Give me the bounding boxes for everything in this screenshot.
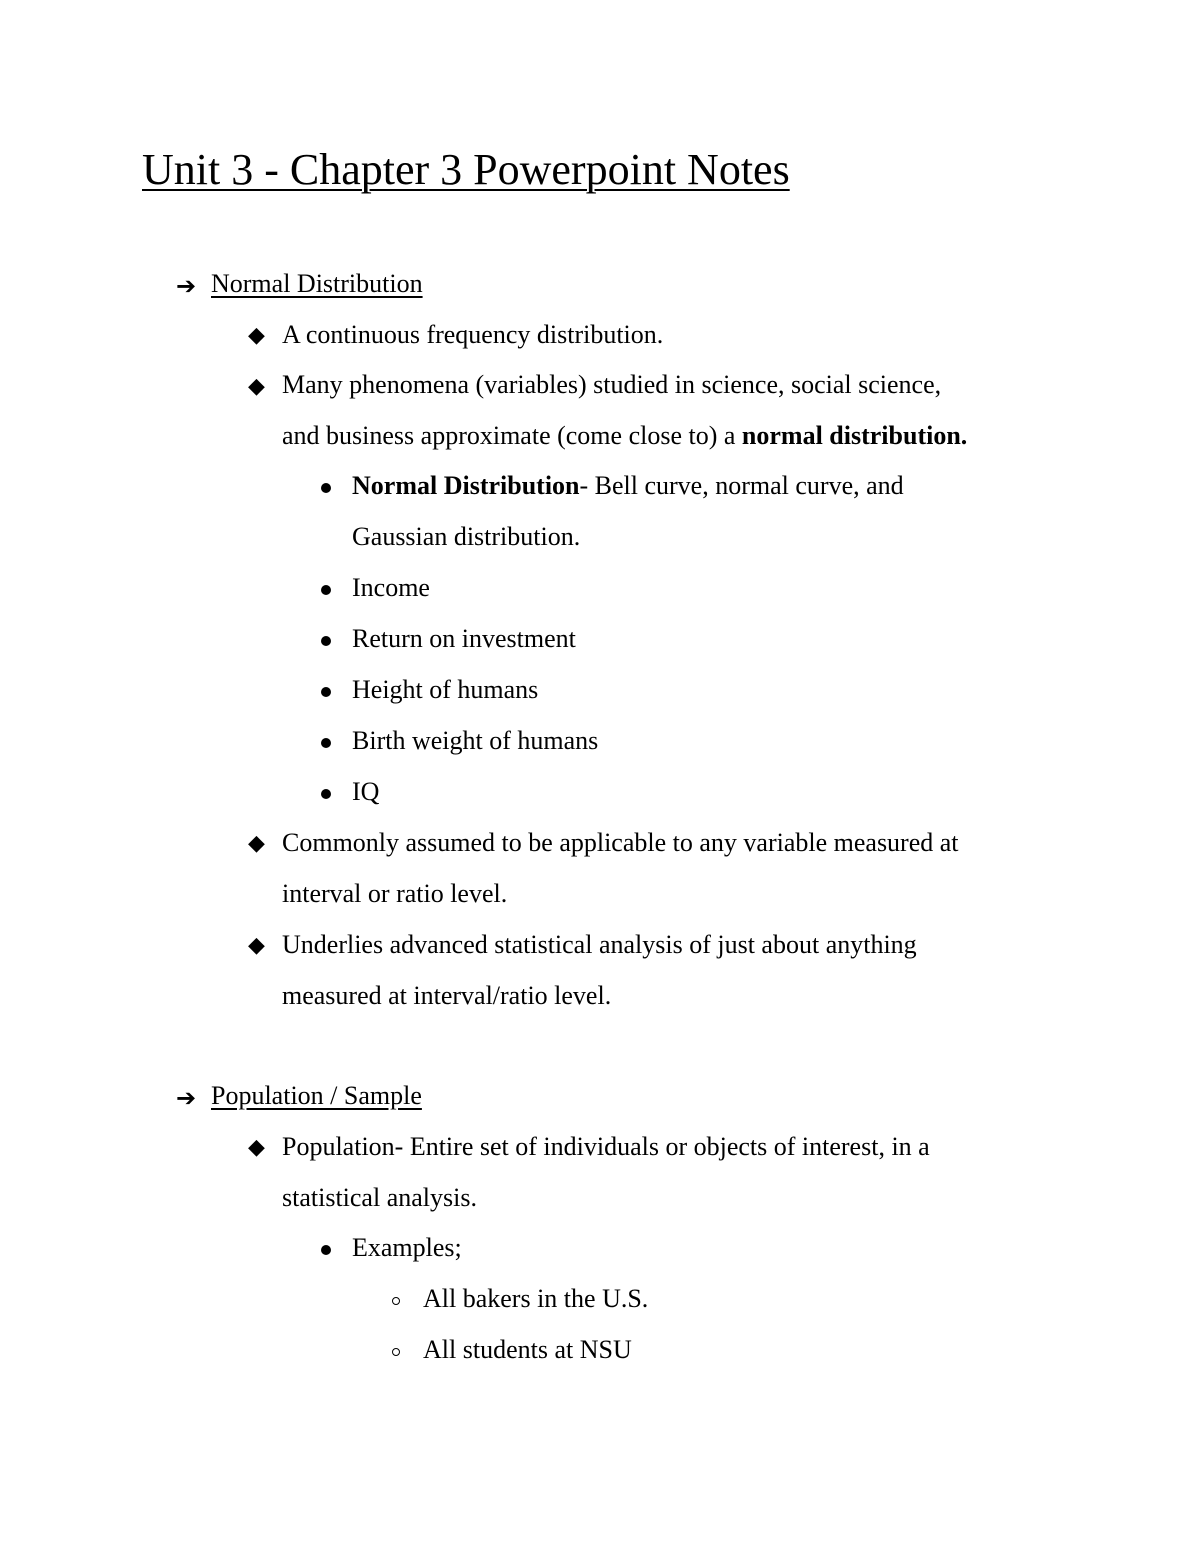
sub-sub-bullet-text: All bakers in the U.S.	[423, 1284, 649, 1313]
bullet-text-continuation	[282, 418, 967, 454]
sub-bullet-text	[352, 468, 904, 504]
sub-bullet-continuation: Gaussian distribution.	[352, 522, 581, 551]
arrow-icon: ➔	[176, 1084, 197, 1112]
bullet-text-continuation: statistical analysis.	[282, 1183, 477, 1212]
sub-bullet-text: Return on investment	[352, 624, 576, 653]
diamond-bullet-icon: ◆	[248, 374, 265, 399]
bold-term: Normal Distribution	[352, 471, 580, 500]
round-bullet-icon	[321, 738, 331, 748]
round-bullet-icon	[321, 1245, 331, 1255]
bullet-text: A continuous frequency distribution.	[282, 320, 664, 349]
round-bullet-icon	[321, 687, 331, 697]
arrow-icon: ➔	[176, 272, 197, 300]
bullet-text-prefix: and business approximate (come close to) a	[282, 421, 742, 450]
hollow-bullet-icon	[392, 1297, 400, 1305]
bold-term: normal distribution.	[741, 421, 968, 450]
page-title: Unit 3 - Chapter 3 Powerpoint Notes	[142, 145, 790, 194]
sub-bullet-text: Birth weight of humans	[352, 726, 599, 755]
bullet-text: Commonly assumed to be applicable to any variable measured at	[282, 828, 959, 857]
sub-bullet-text: Income	[352, 573, 430, 602]
diamond-bullet-icon: ◆	[248, 831, 265, 856]
diamond-bullet-icon: ◆	[248, 323, 265, 348]
round-bullet-icon	[321, 636, 331, 646]
round-bullet-icon	[321, 585, 331, 595]
bullet-text-continuation: measured at interval/ratio level.	[282, 981, 612, 1010]
diamond-bullet-icon: ◆	[248, 933, 265, 958]
sub-bullet-text: Examples;	[352, 1233, 462, 1262]
hollow-bullet-icon	[392, 1348, 400, 1356]
bullet-text-continuation: interval or ratio level.	[282, 879, 508, 908]
sub-bullet-text: Height of humans	[352, 675, 539, 704]
section-heading-population-sample: Population / Sample	[211, 1081, 422, 1110]
bullet-text: Underlies advanced statistical analysis of just about anything	[282, 930, 917, 959]
round-bullet-icon	[321, 789, 331, 799]
round-bullet-icon	[321, 483, 331, 493]
sub-bullet-rest: - Bell curve, normal curve, and	[579, 471, 904, 500]
section-heading-normal-distribution: Normal Distribution	[211, 269, 423, 298]
sub-bullet-text: IQ	[352, 777, 380, 806]
bullet-text: Population- Entire set of individuals or objects of interest, in a	[282, 1132, 930, 1161]
diamond-bullet-icon: ◆	[248, 1135, 265, 1160]
sub-sub-bullet-text: All students at NSU	[423, 1335, 632, 1364]
bullet-text: Many phenomena (variables) studied in science, social science,	[282, 370, 942, 399]
